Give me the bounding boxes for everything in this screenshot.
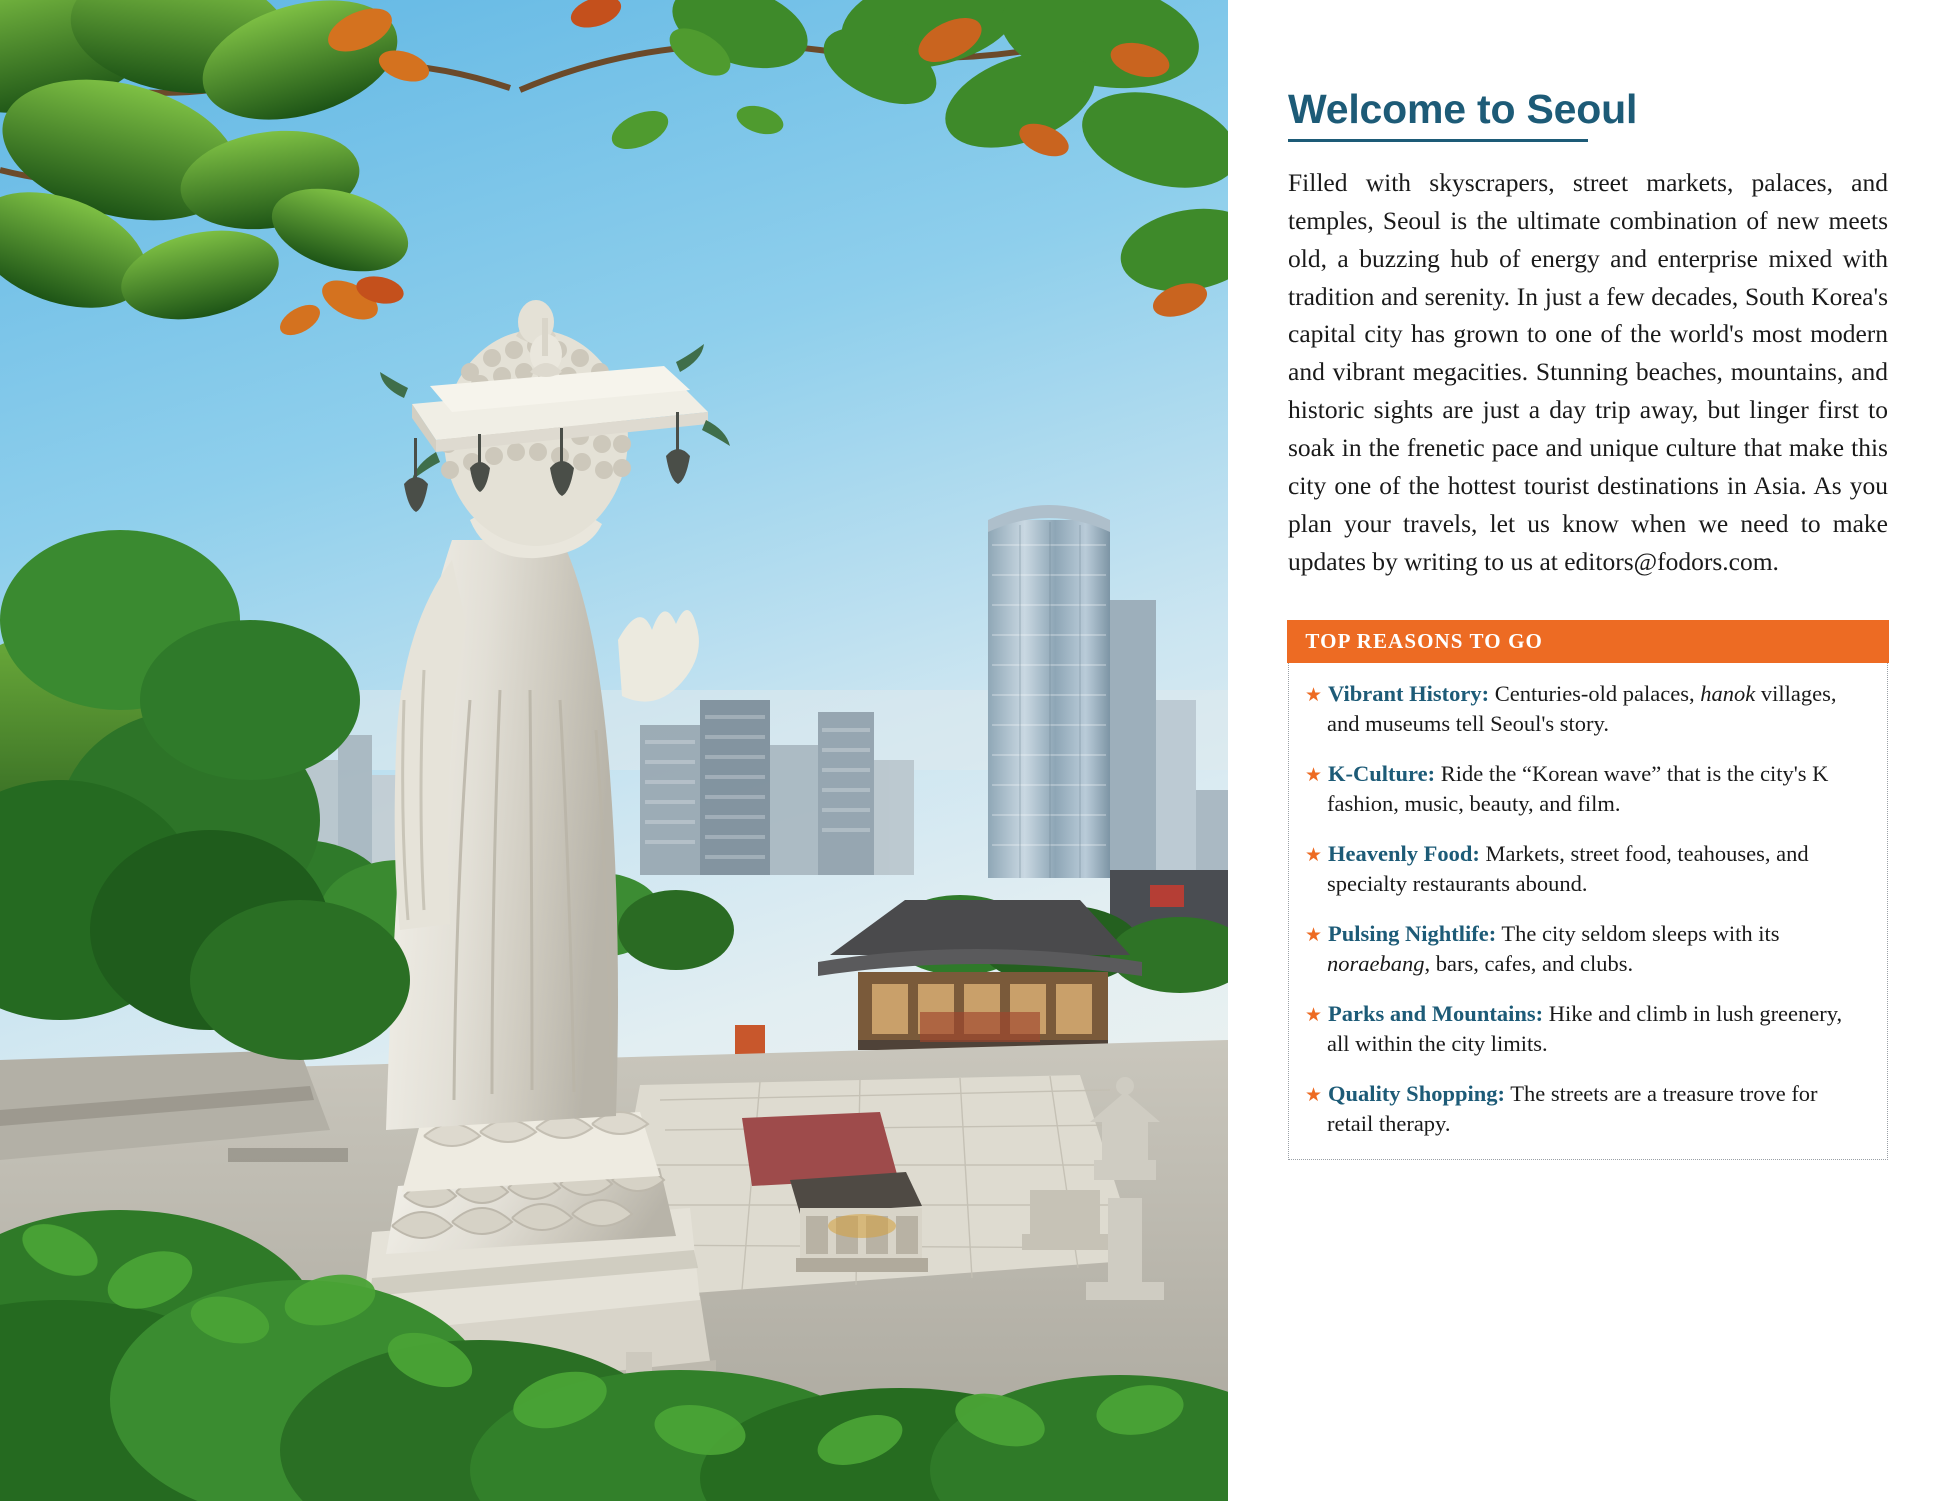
page-title: Welcome to Seoul xyxy=(1288,86,1638,132)
star-icon: ★ xyxy=(1305,765,1323,787)
star-icon: ★ xyxy=(1305,685,1323,707)
list-item xyxy=(1305,679,1867,739)
offering-pavilion xyxy=(790,1172,928,1272)
reason-lead: Quality Shopping: xyxy=(1328,1080,1505,1106)
reason-italic: hanok xyxy=(1700,681,1756,707)
article-column xyxy=(1228,0,1946,1501)
reason-text-a: The city seldom sleeps with its xyxy=(1496,920,1780,946)
reason-lead: Vibrant History: xyxy=(1328,681,1490,707)
list-item xyxy=(1305,759,1867,819)
title-underline xyxy=(1288,139,1588,142)
list-item xyxy=(1305,919,1867,979)
star-icon: ★ xyxy=(1305,924,1323,946)
reason-text-a: Markets, street food, teahouses, and specialty restaurants abound. xyxy=(1327,841,1809,897)
reason-text-a: The streets are a treasure trove for retail therapy. xyxy=(1327,1080,1818,1136)
reason-lead: Pulsing Nightlife: xyxy=(1328,920,1497,946)
star-icon: ★ xyxy=(1305,845,1323,867)
reason-lead: Parks and Mountains: xyxy=(1328,1000,1544,1026)
reason-text-a: Ride the “Korean wave” that is the city's K fashion, music, beauty, and film. xyxy=(1327,761,1829,817)
reason-lead: Heavenly Food: xyxy=(1328,841,1480,867)
reason-text-b: , bars, cafes, and clubs. xyxy=(1424,950,1634,976)
reason-text-a: Centuries-old palaces, xyxy=(1489,681,1701,707)
top-reasons-list xyxy=(1289,663,1887,1158)
top-reasons-box xyxy=(1288,620,1888,1159)
reason-text-b: villages, and museums tell Seoul's story. xyxy=(1327,681,1837,737)
intro-paragraph: Filled with skyscrapers, street markets, palaces, and temples, Seoul is the ultimate combination of new meets old, a buzzing hub of energy and enterprise mixed with tradition and serenity. In just a few decades, South Korea's capital city has grown to one of the world's most modern and vibrant megacities. Stunning beaches, mountains, and historic sights are just a day trip away, but linger first to soak in the frenetic pace and unique culture that make this city one of the hottest tourist destinations in Asia. As you plan your travels, let us know when we need to make updates by writing to us at editors@fodors.com. xyxy=(1288,168,1888,576)
list-item xyxy=(1305,839,1867,899)
list-item xyxy=(1305,999,1867,1059)
star-icon: ★ xyxy=(1305,1084,1323,1106)
reason-text-a: Hike and climb in lush greenery, all within the city limits. xyxy=(1327,1000,1843,1056)
reason-lead: K-Culture: xyxy=(1328,761,1436,787)
star-icon: ★ xyxy=(1305,1004,1323,1026)
list-item xyxy=(1305,1079,1867,1139)
top-reasons-heading: TOP REASONS TO GO xyxy=(1287,620,1888,663)
reason-italic: noraebang xyxy=(1327,950,1425,976)
